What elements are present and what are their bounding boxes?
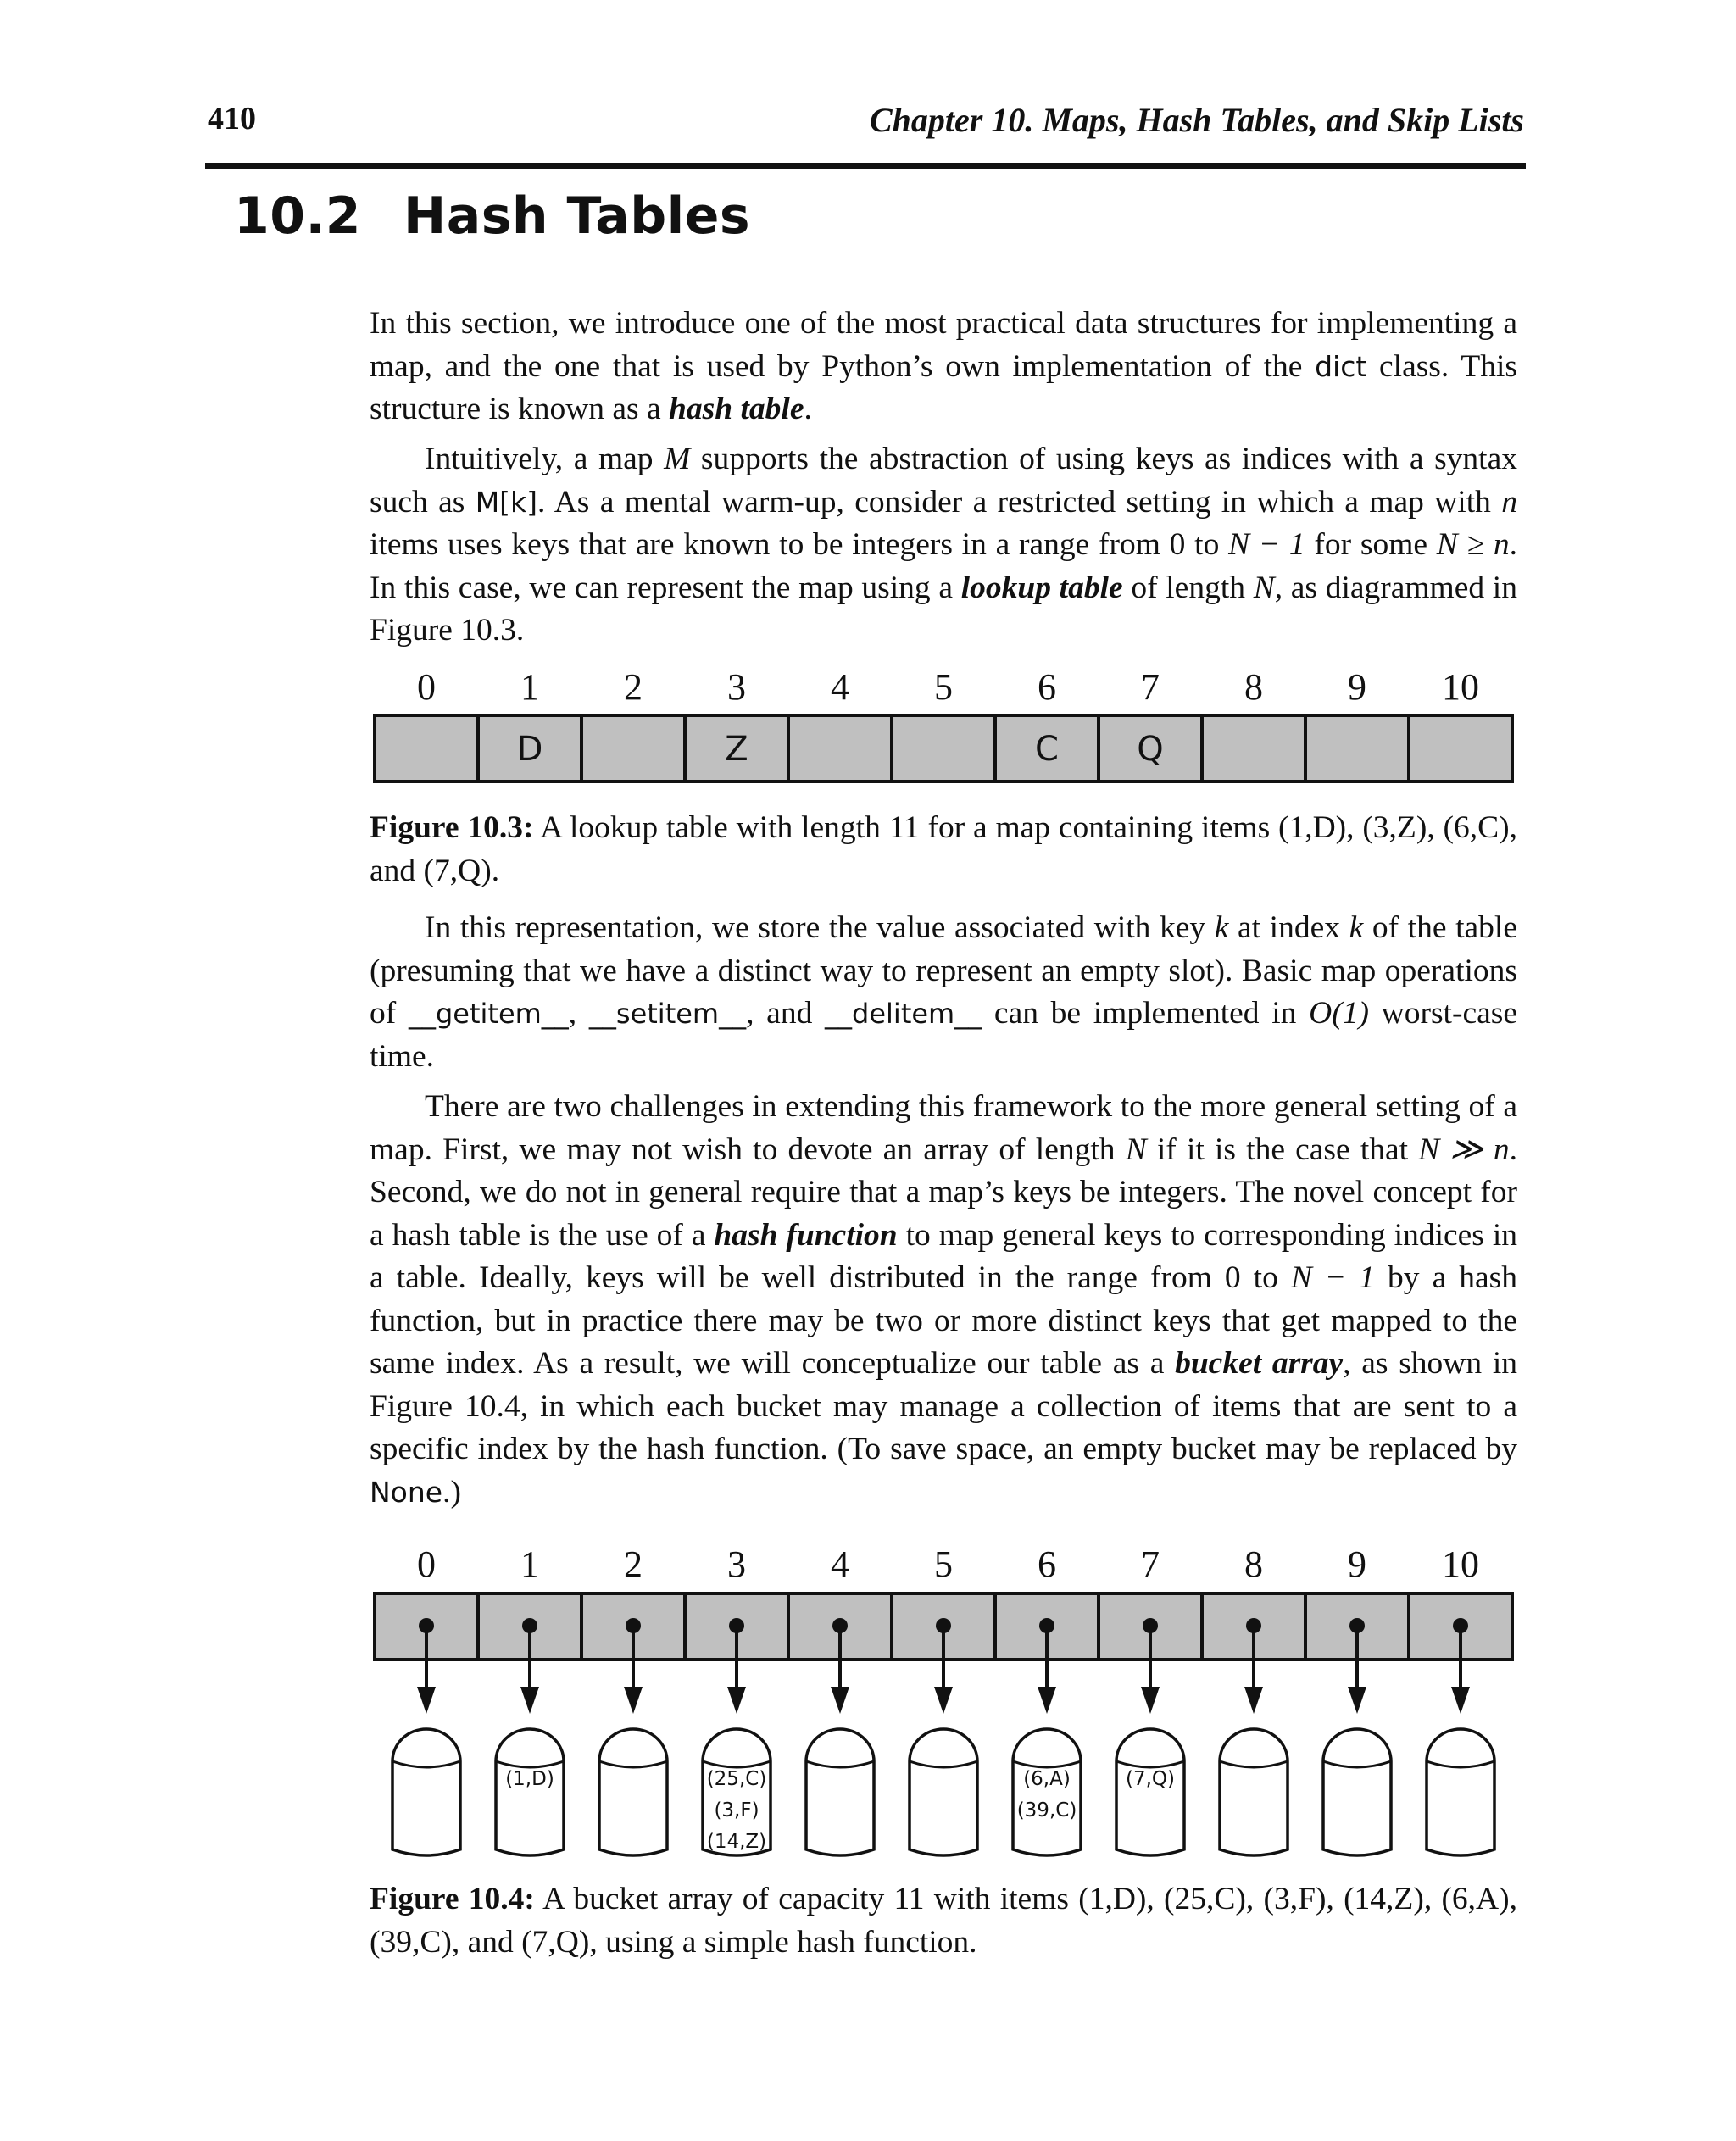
bucket-body [910, 1729, 977, 1855]
math-var: M [664, 442, 691, 476]
bucket-body [1013, 1729, 1081, 1855]
math-var: N [1125, 1132, 1147, 1167]
text-run: In this section, we introduce one of the most practical data structures for implementing a map, and the one that is used by Python’s own implementation of the [370, 306, 1517, 384]
index-label: 0 [417, 666, 436, 708]
term-lookup-table: lookup table [960, 570, 1123, 605]
text-run: at index [1228, 910, 1349, 945]
bucket-body [1220, 1729, 1288, 1855]
bucket [1013, 1729, 1081, 1855]
text-run: by a hash function, but in practice there may be two or more distinct keys that get mapped to the same index. As a result, we will conceptualize our table as a [370, 1260, 1518, 1381]
text-run: .) [442, 1474, 461, 1510]
text-run: , as diagrammed in Figure 10.3. [370, 570, 1517, 648]
index-label: 5 [934, 666, 953, 708]
code-getitem: __getitem__ [408, 998, 569, 1030]
text-run: if it is the case that [1146, 1132, 1419, 1167]
code-setitem: __setitem__ [588, 998, 747, 1030]
text-run: . As a mental warm-up, consider a restricted setting in which a map with [537, 484, 1502, 520]
math-var: k [1349, 910, 1364, 945]
paragraph-representation [370, 907, 1517, 1078]
index-label: 1 [520, 1543, 539, 1585]
table-cell [1202, 715, 1305, 781]
bucket-entry: (3,F) [714, 1799, 760, 1821]
index-label: 10 [1442, 666, 1479, 708]
text-run: Intuitively, a map [425, 442, 665, 476]
bucket-body [392, 1729, 460, 1855]
paragraph-intro [370, 303, 1517, 431]
text-run: items uses keys that are known to be integers in a range from 0 to [370, 527, 1229, 562]
index-label: 4 [831, 666, 849, 708]
index-label: 3 [727, 1543, 746, 1585]
bucket-entry: (39,C) [1016, 1799, 1077, 1821]
index-label: 0 [417, 1543, 436, 1585]
text-run: . In this case, we can represent the map using a [370, 527, 1518, 605]
index-label: 8 [1244, 666, 1263, 708]
cell-value: D [516, 730, 543, 769]
code-dict: dict [1315, 349, 1367, 383]
index-label: 6 [1038, 666, 1056, 708]
bucket [1220, 1729, 1288, 1855]
code-none: None [370, 1475, 443, 1509]
bucket [703, 1729, 771, 1855]
bucket-body [496, 1729, 564, 1855]
arrow-head [934, 1687, 953, 1714]
math-var: n [1501, 484, 1517, 520]
bucket-entry: (14,Z) [706, 1831, 767, 1853]
paragraph-challenges [370, 1086, 1517, 1514]
index-label: 3 [727, 666, 746, 708]
text-run: There are two challenges in extending this framework to the more general setting of a map. First, we may not wish to devote an array of length [370, 1089, 1517, 1167]
header-rule [205, 163, 1526, 169]
page-number: 410 [208, 101, 256, 136]
text-run: In this representation, we store the value associated with key [425, 910, 1215, 945]
term-hash-function: hash function [714, 1217, 898, 1253]
figure-10-4-caption [370, 1878, 1517, 1964]
index-label: 6 [1038, 1543, 1056, 1585]
table-cell [788, 715, 892, 781]
bucket [496, 1729, 564, 1855]
text-run: supports the abstraction of using keys as indices with a syntax such as [370, 442, 1517, 520]
math-expr: N ≥ n [1436, 527, 1510, 562]
index-label: 9 [1348, 666, 1366, 708]
bucket-body [1427, 1729, 1494, 1855]
bucket [599, 1729, 667, 1855]
arrow-head [1244, 1687, 1263, 1714]
table-cell [1305, 715, 1409, 781]
term-hash-table: hash table [669, 392, 804, 426]
figure-10-3-lookup-table [0, 661, 1736, 797]
arrow-head [727, 1687, 746, 1714]
arrow-head [417, 1687, 436, 1714]
bucket-entry: (7,Q) [1126, 1768, 1175, 1790]
text-run: worst-case time. [370, 996, 1517, 1074]
bucket-entry: (1,D) [505, 1768, 554, 1790]
figure-10-4-bucket-array [0, 1534, 1736, 1873]
math-expr: N − 1 [1290, 1260, 1376, 1295]
table-cell [892, 715, 995, 781]
figure-10-3-caption [370, 807, 1517, 893]
text-run: , and [746, 996, 826, 1031]
bucket-entry: (25,C) [706, 1768, 767, 1790]
math-var: k [1214, 910, 1229, 945]
arrow-head [520, 1687, 539, 1714]
math-expr: O(1) [1309, 996, 1369, 1031]
cell-value: C [1035, 730, 1059, 769]
index-label: 7 [1141, 1543, 1160, 1585]
cell-value: Q [1137, 730, 1164, 769]
text-run: of length [1122, 570, 1254, 605]
text-run: , as shown in Figure 10.4, in which each bucket may manage a collection of items that are sent to a specific index by the hash function. (To save space, an empty bucket may be replaced by [370, 1346, 1517, 1466]
arrow-head [1348, 1687, 1366, 1714]
index-label: 5 [934, 1543, 953, 1585]
bucket-entry: (6,A) [1023, 1768, 1071, 1790]
text-run: to map general keys to corresponding indices in a table. Ideally, keys will be well distributed in the range from 0 to [370, 1217, 1517, 1295]
section-number: 10.2 [234, 186, 362, 246]
bucket-body [1323, 1729, 1391, 1855]
bucket-body [1116, 1729, 1184, 1855]
index-label: 2 [624, 666, 643, 708]
text-run: . [804, 392, 812, 426]
cell-value: Z [725, 730, 748, 769]
arrow-head [1038, 1687, 1056, 1714]
text-run: of the table (presuming that we have a distinct way to represent an empty slot). Basic map operations of [370, 910, 1517, 1031]
bucket [806, 1729, 874, 1855]
math-expr: N − 1 [1228, 527, 1305, 562]
caption-text: A bucket array of capacity 11 with items (1,D), (25,C), (3,F), (14,Z), (6,A), (39,C), and (7,Q), using a simple hash function. [370, 1882, 1518, 1960]
index-label: 9 [1348, 1543, 1366, 1585]
code-delitem: __delitem__ [825, 998, 982, 1030]
table-cell [1409, 715, 1512, 781]
caption-label: Figure 10.3: [370, 810, 534, 845]
caption-text: A lookup table with length 11 for a map containing items (1,D), (3,Z), (6,C), and (7,Q). [370, 810, 1517, 888]
section-heading [234, 186, 750, 246]
index-label: 1 [520, 666, 539, 708]
index-label: 7 [1141, 666, 1160, 708]
index-label: 10 [1442, 1543, 1479, 1585]
arrow-head [1451, 1687, 1470, 1714]
table-cell [581, 715, 685, 781]
text-run: for some [1305, 527, 1437, 562]
table-cell [375, 715, 478, 781]
bucket-body [599, 1729, 667, 1855]
bucket [1323, 1729, 1391, 1855]
section-title: Hash Tables [403, 186, 751, 246]
bucket [1427, 1729, 1494, 1855]
text-run: class. This structure is known as a [370, 348, 1517, 426]
code-mk: M[k] [475, 485, 538, 519]
bucket [392, 1729, 460, 1855]
text-run: . Second, we do not in general require that a map’s keys be integers. The novel concept for a hash table is the use of a [370, 1132, 1517, 1253]
arrow-head [1141, 1687, 1160, 1714]
paragraph-lookup [370, 438, 1517, 653]
index-label: 4 [831, 1543, 849, 1585]
math-expr: N ≫ n [1418, 1132, 1510, 1167]
text-run: , [568, 996, 589, 1031]
caption-label: Figure 10.4: [370, 1882, 535, 1916]
running-head: Chapter 10. Maps, Hash Tables, and Skip Lists [869, 101, 1524, 139]
math-var: N [1253, 570, 1275, 605]
index-label: 2 [624, 1543, 643, 1585]
bucket [910, 1729, 977, 1855]
index-label: 8 [1244, 1543, 1263, 1585]
arrow-head [831, 1687, 849, 1714]
bucket-body [806, 1729, 874, 1855]
arrow-head [624, 1687, 643, 1714]
term-bucket-array: bucket array [1175, 1346, 1344, 1381]
bucket [1116, 1729, 1184, 1855]
text-run: can be implemented in [982, 996, 1310, 1031]
